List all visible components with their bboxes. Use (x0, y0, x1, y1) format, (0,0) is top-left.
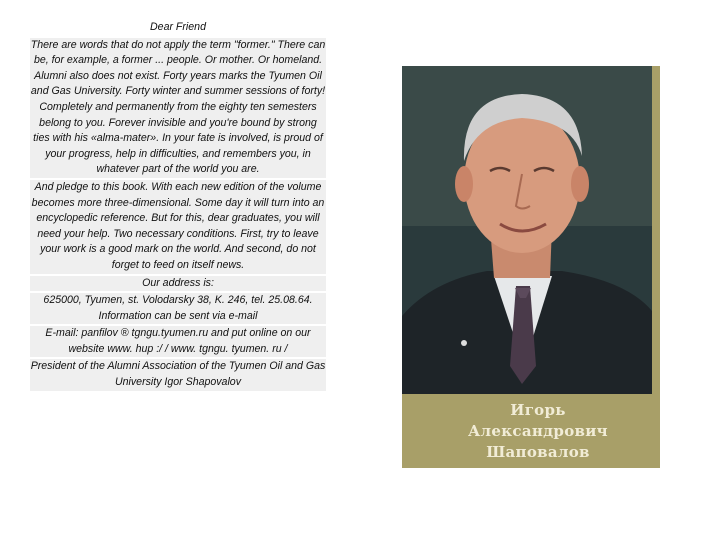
letter-text (30, 20, 326, 393)
caption-patronymic: Александрович (468, 422, 608, 440)
greeting: Dear Friend (150, 21, 206, 33)
email-line: E-mail: panfilov ® tgngu.tyumen.ru and put online on our website www. hup :/ / www. tgngu. tyumen. ru / (30, 326, 326, 357)
address: 625000, Tyumen, st. Volodarsky 38, K. 246, tel. 25.08.64. Information can be sent via e-mail (30, 293, 326, 324)
signature: President of the Alumni Association of the Tyumen Oil and Gas University Igor Shapovalov (30, 359, 326, 390)
caption-surname: Шаповалов (486, 443, 590, 461)
address-label: Our address is: (30, 276, 326, 292)
portrait-photo (402, 66, 660, 468)
name-caption (416, 395, 660, 468)
caption-first-name: Игорь (510, 401, 566, 419)
paragraph-2: And pledge to this book. With each new edition of the volume becomes more three-dimensional. Some day it will turn into an encyclopedic reference. But for this, dear graduates, you will need your help. Two necessary conditions. First, try to leave your work is a good mark on the world. And second, do not forget to feed on itself news. (30, 180, 326, 274)
paragraph-1: There are words that do not apply the term "former." There can be, for example, a former ... people. Or mother. Or homeland. Alumni also does not exist. Forty years marks the Tyumen Oil and Gas University. Forty winter and summer sessions of forty! Completely and permanently from the eighty ten semesters belong to you. Forever invisible and you're bound by strong ties with his «alma-mater». In your fate is involved, is proud of your progress, help in difficulties, and remembers you, in whatever part of the world you are. (30, 38, 326, 178)
